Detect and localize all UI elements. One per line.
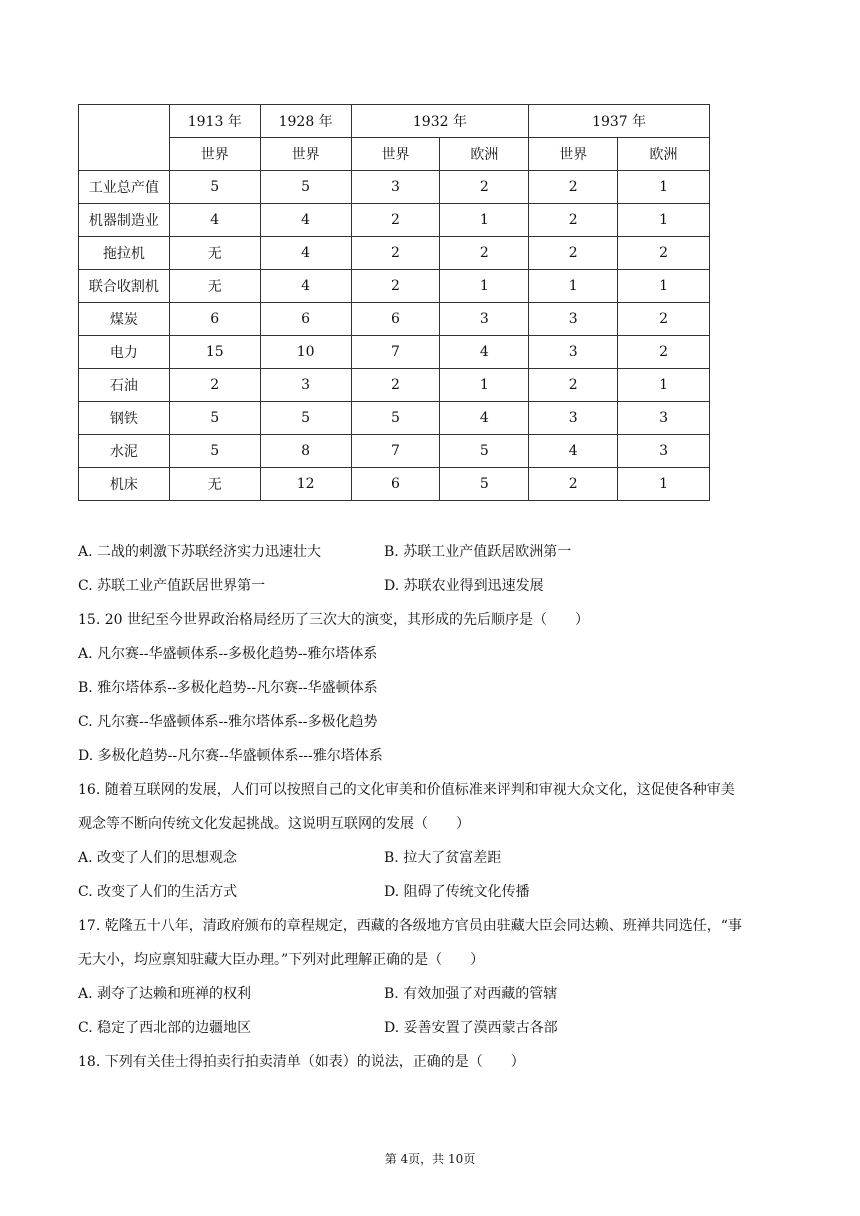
table-cell: 无 [169, 270, 260, 303]
table-cell: 6 [260, 303, 351, 336]
table-cell: 3 [260, 369, 351, 402]
table-row [79, 171, 710, 204]
table-cell: 1 [618, 270, 710, 303]
table-body [79, 171, 710, 501]
table-cell: 4 [440, 336, 529, 369]
table-row [79, 369, 710, 402]
table-cell: 1 [618, 468, 710, 501]
table-cell: 8 [260, 435, 351, 468]
page-number-footer: 第 4页，共 10页 [384, 1152, 476, 1166]
row-label: 石油 [79, 369, 170, 402]
header-year-1913: 1913 年 [169, 105, 260, 138]
table-cell: 1 [440, 369, 529, 402]
row-label: 电力 [79, 336, 170, 369]
table-cell: 1 [618, 171, 710, 204]
table-corner-cell [79, 105, 170, 171]
row-label: 煤炭 [79, 303, 170, 336]
table-row [79, 435, 710, 468]
table-cell: 7 [351, 336, 440, 369]
row-label: 机器制造业 [79, 204, 170, 237]
q14-option-d[interactable]: D. 苏联农业得到迅速发展 [384, 578, 544, 594]
row-label: 工业总产值 [79, 171, 170, 204]
table-cell: 4 [440, 402, 529, 435]
q15-option-c[interactable]: C. 凡尔赛--华盛顿体系--雅尔塔体系--多极化趋势 [78, 714, 378, 730]
row-label: 拖拉机 [79, 237, 170, 270]
q15-option-a[interactable]: A. 凡尔赛--华盛顿体系--多极化趋势--雅尔塔体系 [78, 646, 378, 662]
table-cell: 2 [618, 336, 710, 369]
table-cell: 4 [260, 237, 351, 270]
q16-option-c[interactable]: C. 改变了人们的生活方式 [78, 884, 238, 900]
table-cell: 5 [169, 171, 260, 204]
table-cell: 7 [351, 435, 440, 468]
table-cell: 4 [260, 270, 351, 303]
table-cell: 3 [440, 303, 529, 336]
row-label: 机床 [79, 468, 170, 501]
q16-option-d[interactable]: D. 阻碍了传统文化传播 [384, 884, 530, 900]
row-label: 联合收割机 [79, 270, 170, 303]
header-scope: 欧洲 [440, 138, 529, 171]
table-cell: 2 [529, 369, 618, 402]
q15-option-b[interactable]: B. 雅尔塔体系--多极化趋势--凡尔赛--华盛顿体系 [78, 680, 378, 696]
header-scope: 世界 [529, 138, 618, 171]
table-cell: 6 [351, 303, 440, 336]
header-scope: 世界 [169, 138, 260, 171]
table-cell: 4 [260, 204, 351, 237]
q16-stem-line1: 16. 随着互联网的发展，人们可以按照自己的文化审美和价值标准来评判和审视大众文化，这促使各种审美 [78, 782, 735, 798]
row-label: 水泥 [79, 435, 170, 468]
table-cell: 5 [440, 468, 529, 501]
production-ranking-table [78, 104, 710, 501]
q17-option-b[interactable]: B. 有效加强了对西藏的管辖 [384, 986, 558, 1002]
table-cell: 2 [169, 369, 260, 402]
table-cell: 1 [618, 369, 710, 402]
table-cell: 1 [440, 270, 529, 303]
q14-option-b[interactable]: B. 苏联工业产值跃居欧洲第一 [384, 544, 572, 560]
table-row [79, 336, 710, 369]
table-cell: 3 [529, 402, 618, 435]
table-row [79, 402, 710, 435]
q16-option-a[interactable]: A. 改变了人们的思想观念 [78, 850, 238, 866]
table-cell: 3 [618, 435, 710, 468]
table-row [79, 237, 710, 270]
q17-option-a[interactable]: A. 剥夺了达赖和班禅的权利 [78, 986, 252, 1002]
table-cell: 5 [260, 402, 351, 435]
table-cell: 3 [351, 171, 440, 204]
table-cell: 5 [169, 435, 260, 468]
table-cell: 5 [260, 171, 351, 204]
table-cell: 12 [260, 468, 351, 501]
table-cell: 10 [260, 336, 351, 369]
table-cell: 1 [440, 204, 529, 237]
q15-option-d[interactable]: D. 多极化趋势--凡尔赛--华盛顿体系---雅尔塔体系 [78, 748, 383, 764]
header-year-1928: 1928 年 [260, 105, 351, 138]
q17-stem-line2: 无大小，均应禀知驻藏大臣办理。”下列对此理解正确的是（ ） [78, 952, 485, 968]
header-year-1937: 1937 年 [529, 105, 710, 138]
q15-stem: 15. 20 世纪至今世界政治格局经历了三次大的演变，其形成的先后顺序是（ ） [78, 612, 589, 628]
table-cell: 6 [351, 468, 440, 501]
table-cell: 无 [169, 468, 260, 501]
table-cell: 2 [351, 237, 440, 270]
table-cell: 3 [529, 336, 618, 369]
table-cell: 2 [618, 303, 710, 336]
q16-option-b[interactable]: B. 拉大了贫富差距 [384, 850, 502, 866]
q14-option-a[interactable]: A. 二战的刺激下苏联经济实力迅速壮大 [78, 544, 322, 560]
table-row [79, 270, 710, 303]
table-header-row-years [79, 105, 710, 138]
table-row [79, 468, 710, 501]
header-scope: 欧洲 [618, 138, 710, 171]
table-cell: 3 [618, 402, 710, 435]
table-row [79, 303, 710, 336]
table-cell: 5 [169, 402, 260, 435]
header-scope: 世界 [351, 138, 440, 171]
table-row [79, 204, 710, 237]
table-cell: 5 [351, 402, 440, 435]
table-cell: 2 [440, 171, 529, 204]
table-cell: 2 [351, 270, 440, 303]
q18-stem: 18. 下列有关佳士得拍卖行拍卖清单（如表）的说法，正确的是（ ） [78, 1054, 525, 1070]
table-cell: 2 [351, 369, 440, 402]
q14-option-c[interactable]: C. 苏联工业产值跃居世界第一 [78, 578, 266, 594]
q17-stem-line1: 17. 乾隆五十八年，清政府颁布的章程规定，西藏的各级地方官员由驻藏大臣会同达赖、班禅共同选任，“事 [78, 918, 742, 934]
table-cell: 3 [529, 303, 618, 336]
row-label: 钢铁 [79, 402, 170, 435]
table-cell: 2 [618, 237, 710, 270]
table-cell: 2 [440, 237, 529, 270]
table-cell: 5 [440, 435, 529, 468]
table-cell: 4 [529, 435, 618, 468]
table-cell: 6 [169, 303, 260, 336]
table-cell: 4 [169, 204, 260, 237]
table-cell: 15 [169, 336, 260, 369]
table-header-row-scope [79, 138, 710, 171]
table-cell: 2 [529, 171, 618, 204]
q16-stem-line2: 观念等不断向传统文化发起挑战。这说明互联网的发展（ ） [78, 816, 470, 832]
table-cell: 1 [529, 270, 618, 303]
q17-option-d[interactable]: D. 妥善安置了漠西蒙古各部 [384, 1020, 558, 1036]
table-cell: 2 [529, 204, 618, 237]
table-cell: 无 [169, 237, 260, 270]
table-cell: 2 [529, 468, 618, 501]
q17-option-c[interactable]: C. 稳定了西北部的边疆地区 [78, 1020, 252, 1036]
header-year-1932: 1932 年 [351, 105, 529, 138]
table-cell: 2 [351, 204, 440, 237]
table-cell: 2 [529, 237, 618, 270]
header-scope: 世界 [260, 138, 351, 171]
table-cell: 1 [618, 204, 710, 237]
